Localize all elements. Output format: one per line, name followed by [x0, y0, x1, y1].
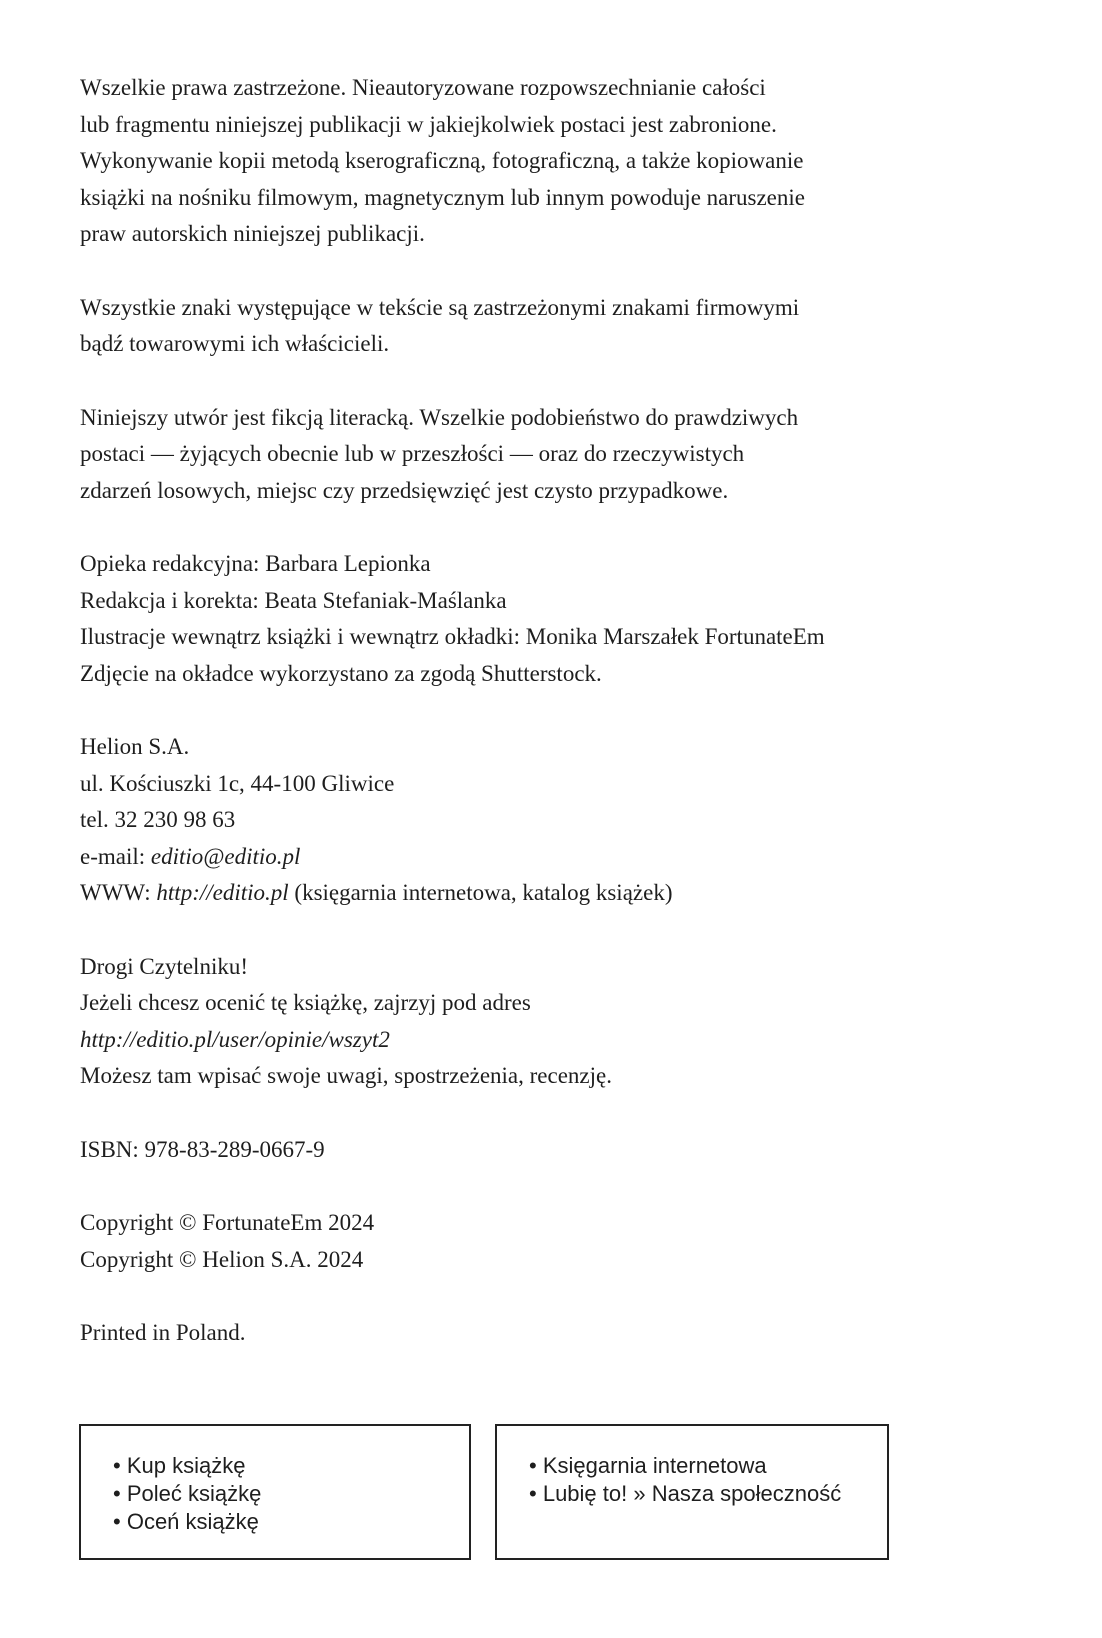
- credits: [80, 546, 1060, 692]
- fiction-line: zdarzeń losowych, miejsc czy przedsięwzięć jest czysto przypadkowe.: [80, 477, 729, 503]
- credit-proofreading: Redakcja i korekta: Beata Stefaniak-Maślanka: [80, 587, 507, 613]
- copyright-line: Copyright © FortunateEm 2024: [80, 1210, 375, 1235]
- link-boxes: [79, 1424, 891, 1564]
- review-link[interactable]: http://editio.pl/user/opinie/wszyt2: [80, 1026, 390, 1052]
- www-link[interactable]: http://editio.pl: [156, 880, 289, 905]
- buy-book-link[interactable]: • Kup książkę: [113, 1452, 469, 1480]
- imprint-page: [80, 70, 1060, 1389]
- reader-message: [80, 949, 1060, 1095]
- printed-in: [80, 1315, 1060, 1352]
- publisher-address: ul. Kościuszki 1c, 44-100 Gliwice: [80, 770, 395, 796]
- community-box: [495, 1424, 889, 1560]
- book-actions-box: [79, 1424, 471, 1560]
- recommend-book-link[interactable]: • Poleć książkę: [113, 1480, 469, 1508]
- reader-greeting: Drogi Czytelniku!: [80, 953, 248, 979]
- publisher-name: Helion S.A.: [80, 734, 190, 759]
- rights-line: Wykonywanie kopii metodą kserograficzną, fotograficzną, a także kopiowanie: [80, 148, 804, 173]
- email-link[interactable]: editio@editio.pl: [150, 843, 301, 869]
- copyright: [80, 1205, 1060, 1278]
- isbn: [80, 1132, 1060, 1169]
- online-bookstore-link[interactable]: • Księgarnia internetowa: [529, 1452, 887, 1480]
- rights-notice: [80, 70, 1060, 253]
- fiction-line: postaci — żyjących obecnie lub w przeszłości — oraz do rzeczywistych: [80, 441, 745, 466]
- www-label: WWW:: [80, 880, 157, 905]
- printed-text: Printed in Poland.: [80, 1320, 246, 1345]
- publisher-www-line: [80, 875, 1060, 912]
- book-actions-list: [113, 1452, 469, 1536]
- trademark-line: bądź towarowymi ich właścicieli.: [80, 331, 390, 356]
- rights-line: praw autorskich niniejszej publikacji.: [80, 221, 425, 246]
- credit-illustrations: Ilustracje wewnątrz książki i wewnątrz okładki: Monika Marszałek FortunateEm: [80, 624, 825, 649]
- community-list: [529, 1452, 887, 1508]
- rights-line: książki na nośniku filmowym, magnetycznym lub innym powoduje naruszenie: [80, 184, 805, 210]
- copyright-line: Copyright © Helion S.A. 2024: [80, 1246, 364, 1272]
- community-link[interactable]: • Lubię to! » Nasza społeczność: [529, 1480, 887, 1508]
- fiction-line: Niniejszy utwór jest fikcją literacką. Wszelkie podobieństwo do prawdziwych: [80, 404, 799, 430]
- trademark-line: Wszystkie znaki występujące w tekście są zastrzeżonymi znakami firmowymi: [80, 294, 800, 320]
- credit-editor: Opieka redakcyjna: Barbara Lepionka: [80, 551, 431, 576]
- fiction-disclaimer: [80, 400, 1060, 510]
- reader-note: Możesz tam wpisać swoje uwagi, spostrzeżenia, recenzję.: [80, 1063, 612, 1088]
- www-note: (księgarnia internetowa, katalog książek): [288, 880, 673, 905]
- rights-line: Wszelkie prawa zastrzeżone. Nieautoryzowane rozpowszechnianie całości: [80, 75, 766, 100]
- reader-prompt: Jeżeli chcesz ocenić tę książkę, zajrzyj pod adres: [80, 990, 531, 1015]
- publisher-phone: tel. 32 230 98 63: [80, 807, 236, 832]
- rights-line: lub fragmentu niniejszej publikacji w jakiejkolwiek postaci jest zabronione.: [80, 111, 777, 137]
- credit-cover-photo: Zdjęcie na okładce wykorzystano za zgodą Shutterstock.: [80, 660, 602, 686]
- publisher-info: [80, 729, 1060, 912]
- isbn-text: ISBN: 978-83-289-0667-9: [80, 1136, 325, 1162]
- rate-book-link[interactable]: • Oceń książkę: [113, 1508, 469, 1536]
- email-label: e-mail:: [80, 843, 151, 869]
- publisher-email-line: [80, 839, 1060, 876]
- trademark-notice: [80, 290, 1060, 363]
